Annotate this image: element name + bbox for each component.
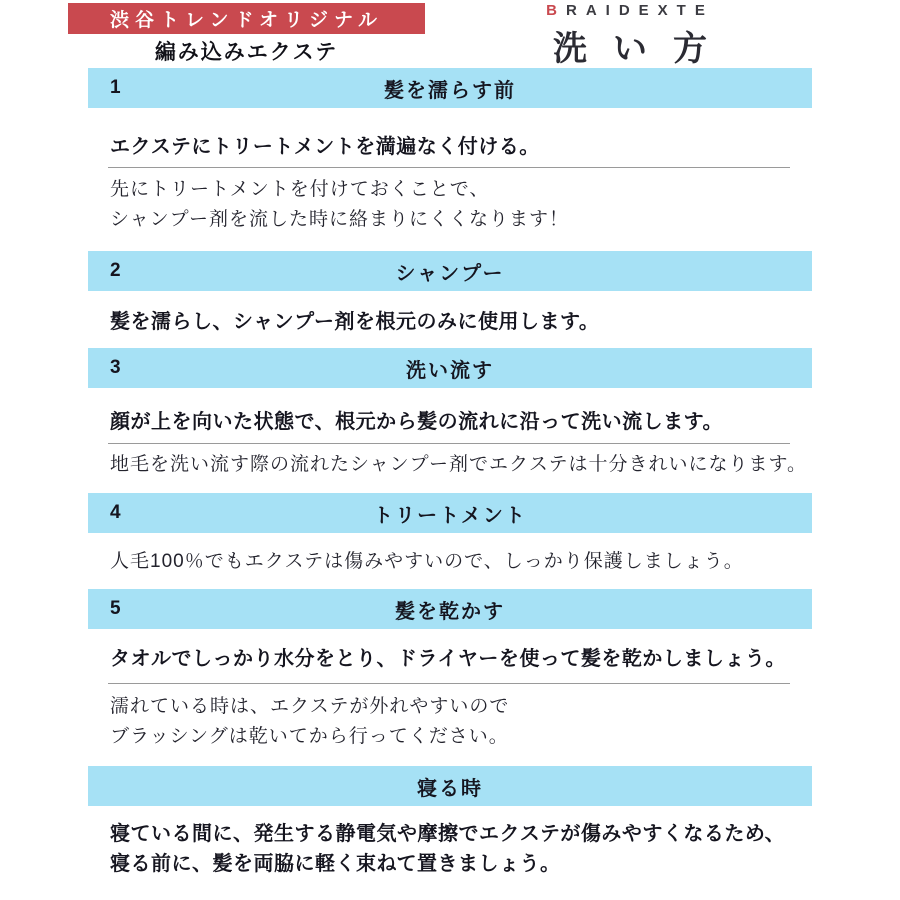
step-title: 髪を濡らす前 (384, 79, 516, 102)
brand-badge: 渋谷トレンドオリジナル (68, 3, 425, 34)
step-title: 髪を乾かす (395, 600, 505, 623)
step-note-text: ブラッシングは乾いてから行ってください。 (110, 726, 509, 747)
page-title: 洗い方 (553, 30, 733, 68)
step-lead-text: タオルでしっかり水分をとり、ドライヤーを使って髪を乾かしましょう。 (110, 648, 786, 670)
step-title: 洗い流す (406, 359, 494, 382)
section-header-bar (88, 348, 812, 388)
product-subtitle: 編み込みエクステ (154, 41, 339, 64)
brand-name (500, 2, 760, 19)
section-rinse (88, 348, 812, 476)
step-number: 5 (110, 598, 121, 619)
step-note-text: 先にトリートメントを付けておくことで、 (110, 179, 490, 200)
section-sleeping (88, 766, 812, 875)
section-header-bar (88, 766, 812, 806)
step-note-text: 人毛100％でもエクステは傷みやすいので、しっかり保護しましょう。 (110, 551, 744, 572)
section-treatment (88, 493, 812, 573)
step-number: 2 (110, 260, 121, 281)
step-lead-text: 顔が上を向いた状態で、根元から髪の流れに沿って洗い流します。 (110, 411, 723, 433)
divider (108, 683, 790, 684)
brand-block (500, 2, 760, 70)
section-header-bar (88, 493, 812, 533)
divider (108, 443, 790, 444)
step-note-text: 地毛を洗い流す際の流れたシャンプー剤でエクステは十分きれいになります。 (110, 454, 807, 475)
section-shampoo (88, 251, 812, 333)
section-header-bar (88, 589, 812, 629)
brand-first-letter: B (546, 2, 566, 19)
step-note-text: シャンプー剤を流した時に絡まりにくくなります！ (110, 209, 570, 230)
step-title: 寝る時 (417, 777, 483, 800)
step-number: 1 (110, 77, 121, 98)
instruction-list (88, 68, 812, 875)
step-title: シャンプー (395, 262, 505, 285)
section-dry-hair (88, 589, 812, 748)
step-lead-text: 寝ている間に、発生する静電気や摩擦でエクステが傷みやすくなるため、 (110, 823, 786, 845)
step-title: トリートメント (373, 504, 527, 527)
section-header-bar (88, 68, 812, 108)
brand-rest-letters: RAIDEXTE (566, 2, 714, 19)
step-note-text: 濡れている時は、エクステが外れやすいので (110, 696, 510, 717)
step-number: 4 (110, 502, 121, 523)
step-lead-text: 髪を濡らし、シャンプー剤を根元のみに使用します。 (110, 311, 600, 333)
divider (108, 167, 790, 168)
step-lead-text: 寝る前に、髪を両脇に軽く束ねて置きましょう。 (110, 853, 561, 875)
page-header (0, 0, 900, 68)
section-before-wetting (88, 68, 812, 231)
section-header-bar (88, 251, 812, 291)
step-number: 3 (110, 357, 121, 378)
step-lead-text: エクステにトリートメントを満遍なく付ける。 (110, 136, 540, 158)
